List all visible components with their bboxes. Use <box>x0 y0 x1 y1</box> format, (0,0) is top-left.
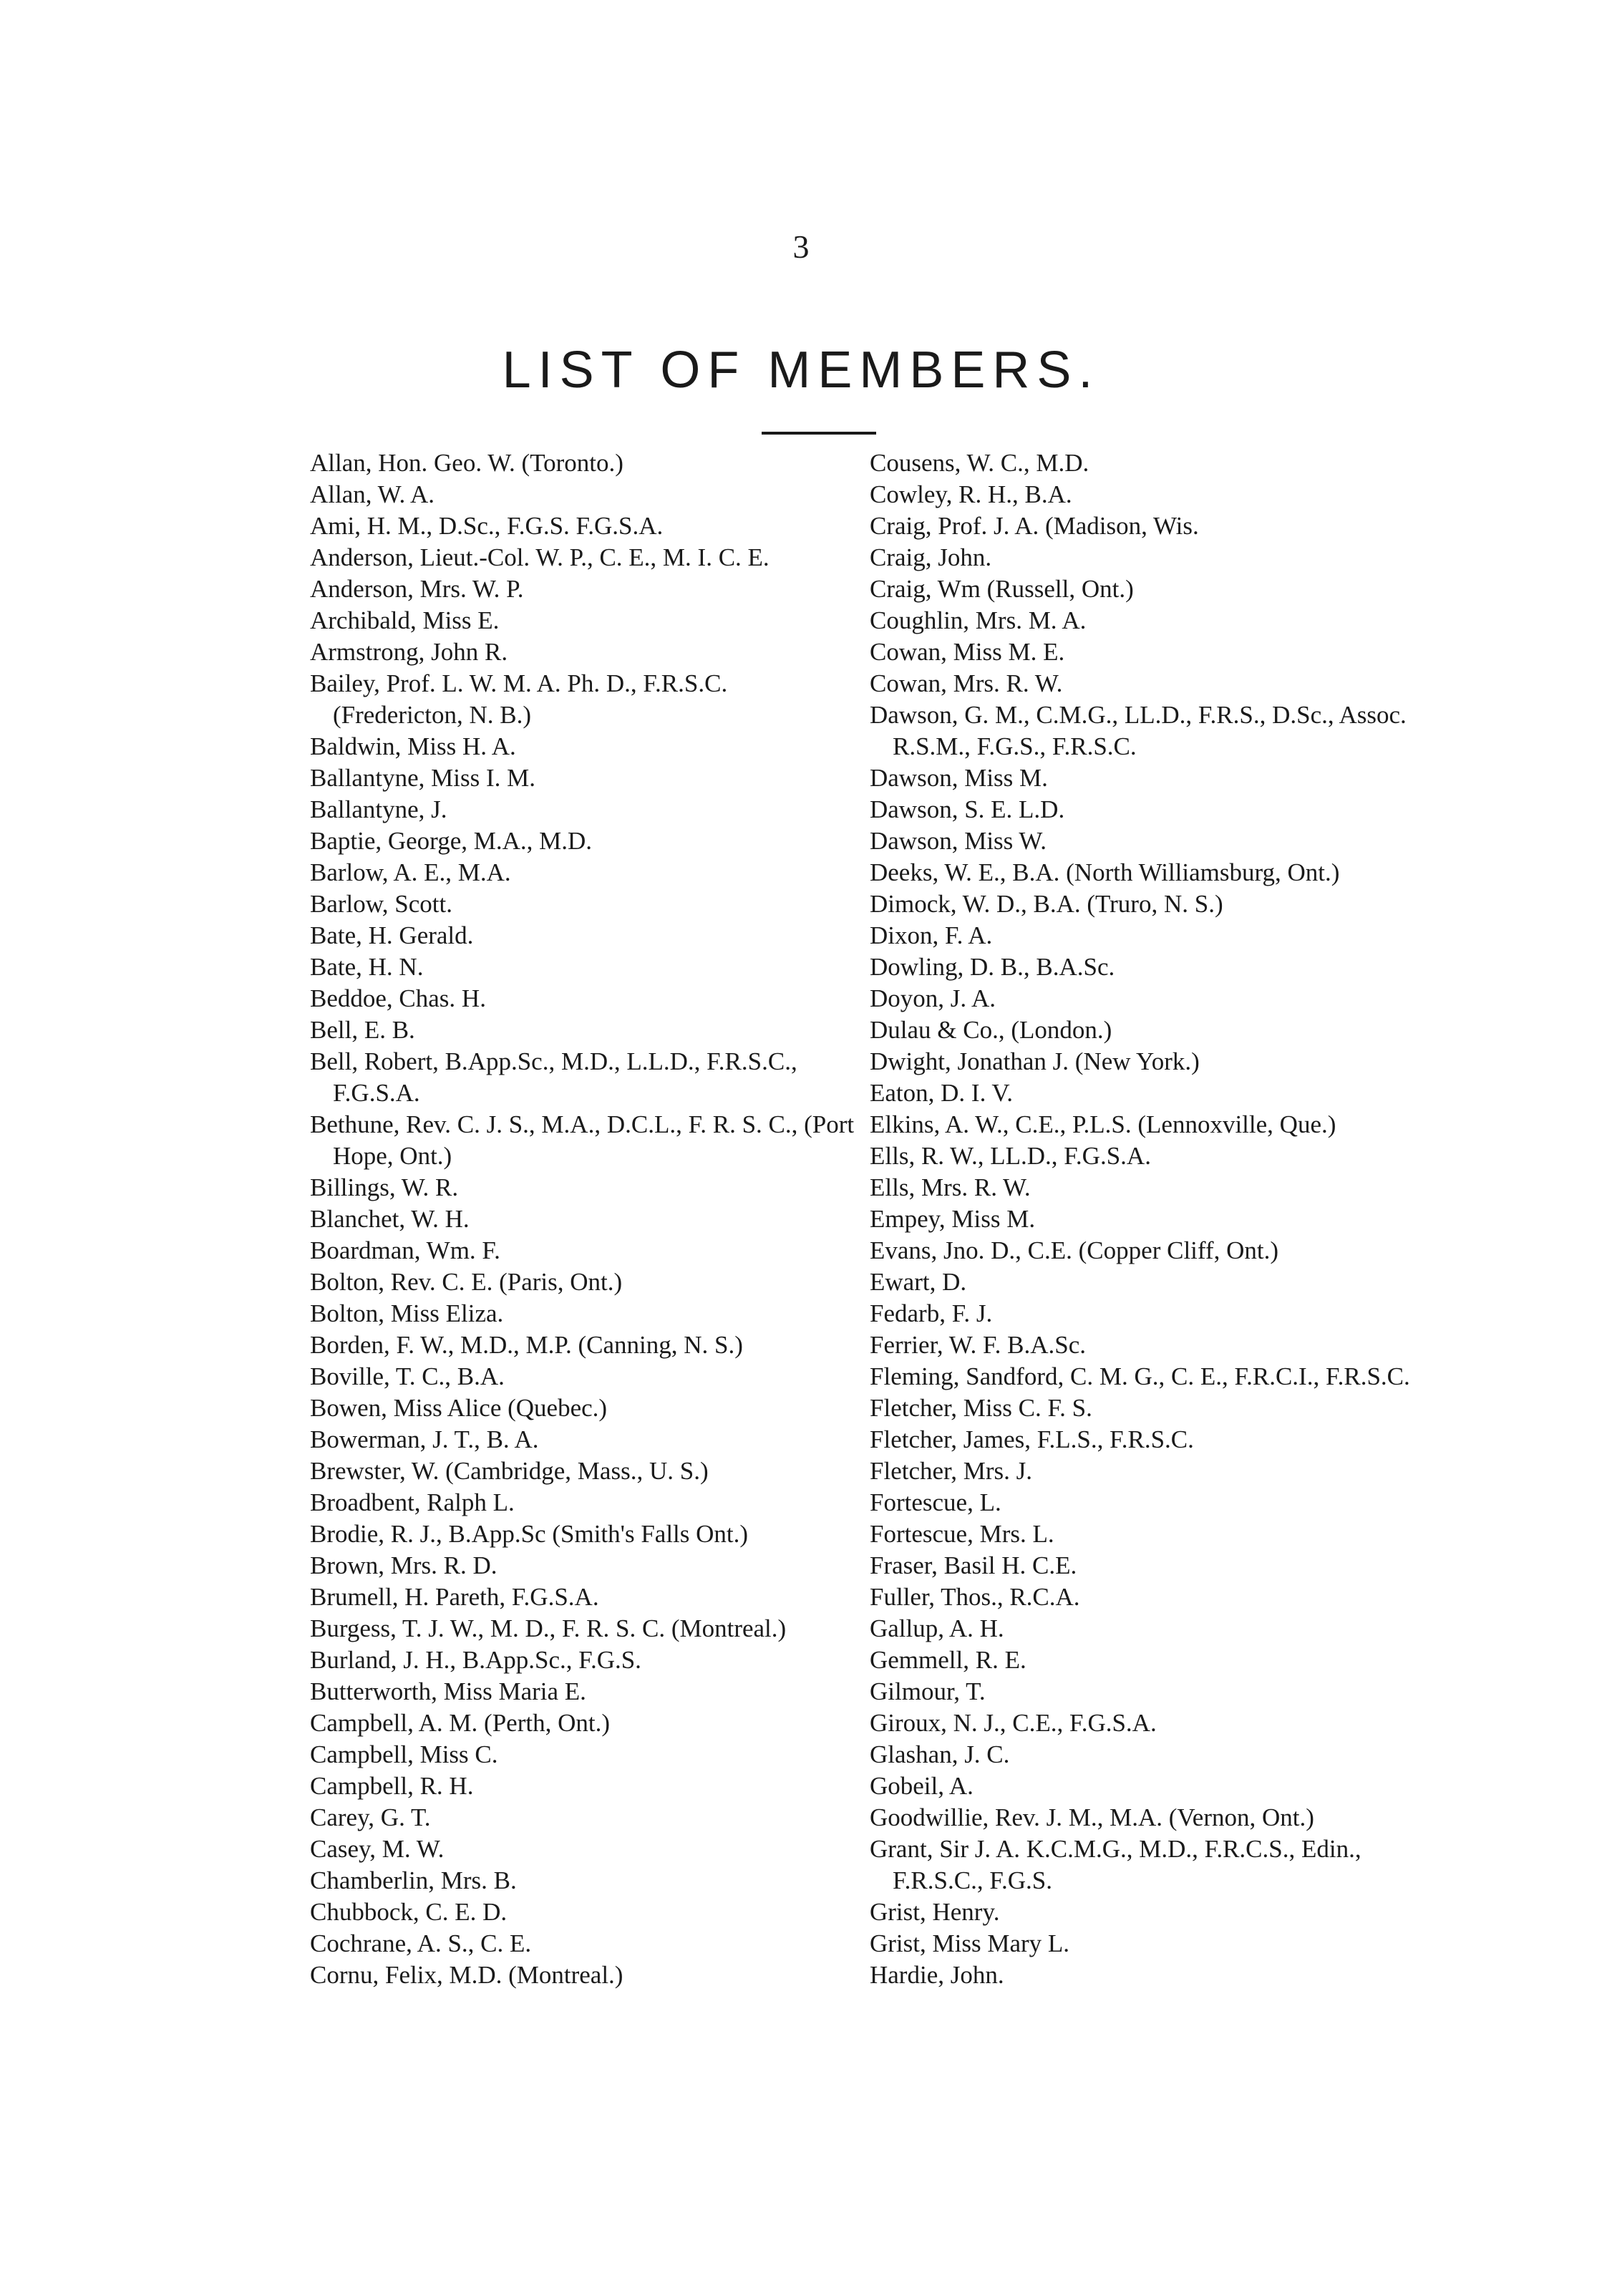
member-entry: Casey, M. W. <box>310 1835 445 1863</box>
member-entry: Hardie, John. <box>870 1961 1004 1989</box>
member-entry: Boardman, Wm. F. <box>310 1236 500 1264</box>
member-entry: Gilmour, T. <box>870 1677 986 1705</box>
member-entry: Chamberlin, Mrs. B. <box>310 1866 517 1894</box>
member-entry: Fraser, Basil H. C.E. <box>870 1551 1077 1579</box>
member-entry: Eaton, D. I. V. <box>870 1079 1013 1107</box>
member-entry: Brumell, H. Pareth, F.G.S.A. <box>310 1583 599 1611</box>
member-entry: Empey, Miss M. <box>870 1205 1036 1233</box>
member-entry: Cornu, Felix, M.D. (Montreal.) <box>310 1961 623 1989</box>
member-entry: Dwight, Jonathan J. (New York.) <box>870 1047 1200 1075</box>
member-entry: Bolton, Miss Eliza. <box>310 1299 504 1327</box>
member-entry: Craig, Prof. J. A. (Madison, Wis. <box>870 512 1199 540</box>
member-entry: Butterworth, Miss Maria E. <box>310 1677 586 1705</box>
member-entry: Brewster, W. (Cambridge, Mass., U. S.) <box>310 1457 709 1485</box>
member-entry: Boville, T. C., B.A. <box>310 1362 505 1390</box>
member-entry: Carey, G. T. <box>310 1803 431 1831</box>
member-entry: Dulau & Co., (London.) <box>870 1016 1112 1044</box>
member-entry: Doyon, J. A. <box>870 984 996 1012</box>
member-entry: Dixon, F. A. <box>870 921 993 949</box>
member-entry: Bolton, Rev. C. E. (Paris, Ont.) <box>310 1268 623 1296</box>
member-entry: Evans, Jno. D., C.E. (Copper Cliff, Ont.) <box>870 1236 1278 1264</box>
member-entry: Fletcher, Miss C. F. S. <box>870 1394 1092 1422</box>
member-entry: Campbell, R. H. <box>310 1772 474 1800</box>
member-entry: Ewart, D. <box>870 1268 967 1296</box>
member-entry: Archibald, Miss E. <box>310 606 500 634</box>
member-entry: Billings, W. R. <box>310 1173 459 1201</box>
member-entry: Cowan, Mrs. R. W. <box>870 669 1063 697</box>
member-entry: Bate, H. N. <box>310 953 424 981</box>
member-entry: Gemmell, R. E. <box>870 1646 1026 1674</box>
member-entry: Bell, Robert, B.App.Sc., M.D., L.L.D., F.R.S.C., F.G.S.A. <box>310 1047 797 1107</box>
member-entry: Campbell, A. M. (Perth, Ont.) <box>310 1709 610 1737</box>
member-entry: Cochrane, A. S., C. E. <box>310 1929 532 1957</box>
member-entry: Dimock, W. D., B.A. (Truro, N. S.) <box>870 890 1223 918</box>
member-entry: Baldwin, Miss H. A. <box>310 732 516 760</box>
member-entry: Ells, Mrs. R. W. <box>870 1173 1031 1201</box>
member-entry: Gobeil, A. <box>870 1772 974 1800</box>
member-entry: Anderson, Lieut.-Col. W. P., C. E., M. I. C. E. <box>310 543 770 571</box>
member-entry: Dawson, Miss M. <box>870 764 1048 792</box>
member-entry: Barlow, Scott. <box>310 890 452 918</box>
member-entry: Ferrier, W. F. B.A.Sc. <box>870 1331 1087 1359</box>
member-entry: Deeks, W. E., B.A. (North Williamsburg, Ont.) <box>870 858 1340 886</box>
member-entry: Cousens, W. C., M.D. <box>870 449 1089 477</box>
member-entry: Bowen, Miss Alice (Quebec.) <box>310 1394 608 1422</box>
member-entry: Anderson, Mrs. W. P. <box>310 575 524 603</box>
member-entry: Allan, W. A. <box>310 480 435 508</box>
member-entry: Borden, F. W., M.D., M.P. (Canning, N. S.) <box>310 1331 743 1359</box>
member-entry: Gallup, A. H. <box>870 1614 1004 1642</box>
member-entry: Allan, Hon. Geo. W. (Toronto.) <box>310 449 623 477</box>
member-entry: Blanchet, W. H. <box>310 1205 470 1233</box>
member-entry: Barlow, A. E., M.A. <box>310 858 511 886</box>
member-entry: Bowerman, J. T., B. A. <box>310 1425 539 1453</box>
member-entry: Grant, Sir J. A. K.C.M.G., M.D., F.R.C.S., Edin., F.R.S.C., F.G.S. <box>870 1835 1361 1894</box>
member-entry: Bethune, Rev. C. J. S., M.A., D.C.L., F. R. S. C., (Port Hope, Ont.) <box>310 1110 855 1170</box>
member-entry: Dawson, Miss W. <box>870 827 1047 855</box>
members-column-right <box>870 447 1421 1991</box>
member-entry: Ami, H. M., D.Sc., F.G.S. F.G.S.A. <box>310 512 664 540</box>
member-entry: Burland, J. H., B.App.Sc., F.G.S. <box>310 1646 641 1674</box>
member-entry: Brown, Mrs. R. D. <box>310 1551 497 1579</box>
member-entry: Glashan, J. C. <box>870 1740 1010 1768</box>
member-entry: Dawson, G. M., C.M.G., LL.D., F.R.S., D.Sc., Assoc. R.S.M., F.G.S., F.R.S.C. <box>870 701 1407 760</box>
member-entry: Bate, H. Gerald. <box>310 921 474 949</box>
member-entry: Ballantyne, Miss I. M. <box>310 764 535 792</box>
page-number: 3 <box>792 228 810 265</box>
member-entry: Dawson, S. E. L.D. <box>870 795 1065 823</box>
members-column-left <box>310 447 861 1991</box>
member-entry: Fletcher, James, F.L.S., F.R.S.C. <box>870 1425 1194 1453</box>
member-entry: Fletcher, Mrs. J. <box>870 1457 1033 1485</box>
member-entry: Coughlin, Mrs. M. A. <box>870 606 1087 634</box>
member-entry: Giroux, N. J., C.E., F.G.S.A. <box>870 1709 1157 1737</box>
member-entry: Bell, E. B. <box>310 1016 415 1044</box>
member-entry: Brodie, R. J., B.App.Sc (Smith's Falls Ont.) <box>310 1520 749 1548</box>
member-entry: Armstrong, John R. <box>310 638 508 666</box>
member-entry: Craig, John. <box>870 543 992 571</box>
member-entry: Chubbock, C. E. D. <box>310 1898 508 1926</box>
member-entry: Baptie, George, M.A., M.D. <box>310 827 593 855</box>
title-rule <box>762 432 876 435</box>
member-entry: Bailey, Prof. L. W. M. A. Ph. D., F.R.S.C. (Fredericton, N. B.) <box>310 669 728 729</box>
member-entry: Ballantyne, J. <box>310 795 447 823</box>
member-entry: Elkins, A. W., C.E., P.L.S. (Lennoxville, Que.) <box>870 1110 1336 1138</box>
member-entry: Beddoe, Chas. H. <box>310 984 486 1012</box>
member-entry: Fortescue, L. <box>870 1488 1001 1516</box>
member-entry: Ells, R. W., LL.D., F.G.S.A. <box>870 1142 1151 1170</box>
member-entry: Craig, Wm (Russell, Ont.) <box>870 575 1134 603</box>
member-entry: Goodwillie, Rev. J. M., M.A. (Vernon, Ont.) <box>870 1803 1314 1831</box>
page-title: LIST OF MEMBERS. <box>502 342 1100 399</box>
member-entry: Grist, Henry. <box>870 1898 1000 1926</box>
member-entry: Dowling, D. B., B.A.Sc. <box>870 953 1115 981</box>
member-entry: Burgess, T. J. W., M. D., F. R. S. C. (Montreal.) <box>310 1614 787 1642</box>
member-entry: Cowan, Miss M. E. <box>870 638 1065 666</box>
member-entry: Grist, Miss Mary L. <box>870 1929 1070 1957</box>
member-entry: Fedarb, F. J. <box>870 1299 993 1327</box>
member-entry: Broadbent, Ralph L. <box>310 1488 515 1516</box>
member-entry: Cowley, R. H., B.A. <box>870 480 1072 508</box>
member-entry: Fleming, Sandford, C. M. G., C. E., F.R.C.I., F.R.S.C. <box>870 1362 1410 1390</box>
member-entry: Fortescue, Mrs. L. <box>870 1520 1054 1548</box>
member-entry: Campbell, Miss C. <box>310 1740 498 1768</box>
member-entry: Fuller, Thos., R.C.A. <box>870 1583 1080 1611</box>
